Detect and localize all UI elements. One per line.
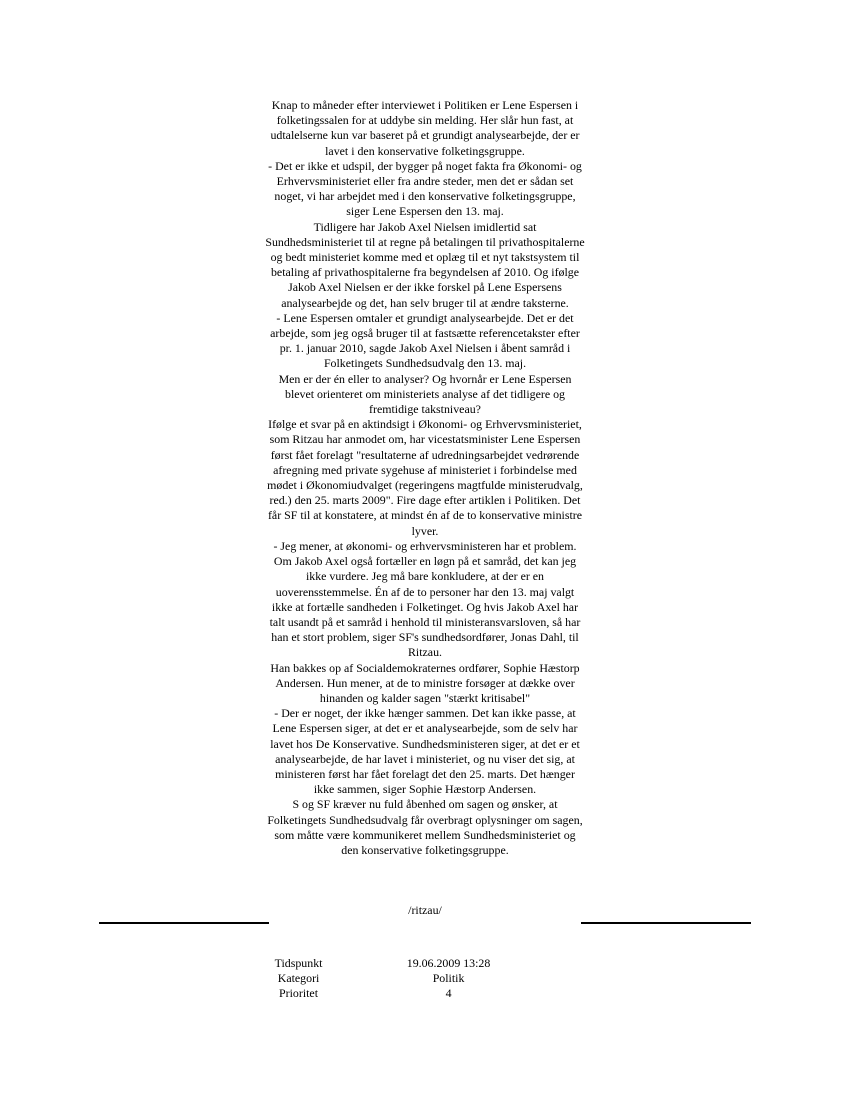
meta-row-kategori	[255, 971, 555, 986]
article-body	[265, 98, 585, 858]
meta-label: Tidspunkt	[274, 956, 323, 970]
paragraph: - Det er ikke et udspil, der bygger på noget fakta fra Økonomi- og Erhvervsministeriet eller fra andre steder, men det er sådan set noget, vi har arbejdet med i den konservative folketingsgruppe, siger Lene Espersen den 13. maj.	[268, 158, 582, 219]
paragraph: - Der er noget, der ikke hænger sammen. Det kan ikke passe, at Lene Espersen siger, at det er et analysearbejde, som de selv har lavet hos De Konservative. Sundhedsministeren siger, at det er et analysearbejde, de har lavet i ministeriet, og nu viser det sig, at ministeren først har fået forelagt det den 25. marts. Det hænger ikke sammen, siger Sophie Hæstorp Andersen.	[270, 706, 580, 797]
meta-label: Prioritet	[279, 986, 319, 1000]
paragraph: S og SF kræver nu fuld åbenhed om sagen og ønsker, at Folketingets Sundhedsudvalg får overbragt oplysninger om sagen, som måtte være kommunikeret mellem Sundhedsministeriet og den konservative folketingsgruppe.	[267, 797, 583, 857]
meta-value: 4	[445, 986, 452, 1000]
source-credit: /ritzau/	[408, 903, 442, 917]
paragraph: Ifølge et svar på en aktindsigt i Økonomi- og Erhvervsministeriet, som Ritzau har anmodet om, har vicestatsminister Lene Espersen først fået forelagt "resultaterne af udredningsarbejdet vedrørende afregning med private sygehuse af ministeriet i forbindelse med mødet i Økonomiudvalget (regeringens magtfulde ministerudvalg, red.) den 25. marts 2009". Fire dage efter artiklen i Politiken. Det får SF til at konstatere, at mindst én af de to konservative ministre lyver.	[267, 417, 583, 538]
meta-row-tidspunkt	[255, 956, 555, 971]
paragraph: Knap to måneder efter interviewet i Politiken er Lene Espersen i folketingssalen for at uddybe sin melding. Her slår hun fast, at udtalelserne kun var baseret på et grundigt analysearbejde, der er lavet i den konservative folketingsgruppe.	[270, 98, 580, 158]
divider-right	[581, 922, 751, 924]
divider-left	[99, 922, 269, 924]
metadata-table	[255, 956, 555, 1001]
paragraph: - Jeg mener, at økonomi- og erhvervsministeren har et problem. Om Jakob Axel også fortæller en løgn på et samråd, det kan jeg ikke vurdere. Jeg må bare konkludere, at der er en uoverensstemmelse. Én af de to personer har den 13. maj valgt ikke at fortælle sandheden i Folketinget. Og hvis Jakob Axel har talt usandt på et samråd i henhold til ministeransvarsloven, så har han et stort problem, siger SF's sundhedsordfører, Jonas Dahl, til Ritzau.	[269, 538, 581, 660]
meta-label: Kategori	[277, 971, 320, 985]
paragraph: - Lene Espersen omtaler et grundigt analysearbejde. Det er det arbejde, som jeg også bruger til at fastsætte referencetakster efter pr. 1. januar 2010, sagde Jakob Axel Nielsen i åbent samråd i Folketingets Sundhedsudvalg den 13. maj.	[270, 310, 580, 371]
meta-value: 19.06.2009 13:28	[406, 956, 491, 970]
paragraph: Han bakkes op af Socialdemokraternes ordfører, Sophie Hæstorp Andersen. Hun mener, at de to ministre forsøger at dække over hinanden og kalder sagen "stærkt kritisabel"	[270, 660, 580, 705]
meta-value: Politik	[432, 971, 465, 985]
paragraph: Men er der én eller to analyser? Og hvornår er Lene Espersen blevet orienteret om ministeriets analyse af det tidligere og fremtidige takstniveau?	[278, 371, 572, 417]
paragraph: Tidligere har Jakob Axel Nielsen imidlertid sat Sundhedsministeriet til at regne på betalingen til privathospitalerne og bedt ministeriet komme med et oplæg til et nyt takstsystem til betaling af privathospitalerne fra begyndelsen af 2010. Og ifølge Jakob Axel Nielsen er der ikke forskel på Lene Espersens analysearbejde og det, han selv bruger til at ændre taksterne.	[265, 219, 585, 310]
meta-row-prioritet	[255, 986, 555, 1001]
